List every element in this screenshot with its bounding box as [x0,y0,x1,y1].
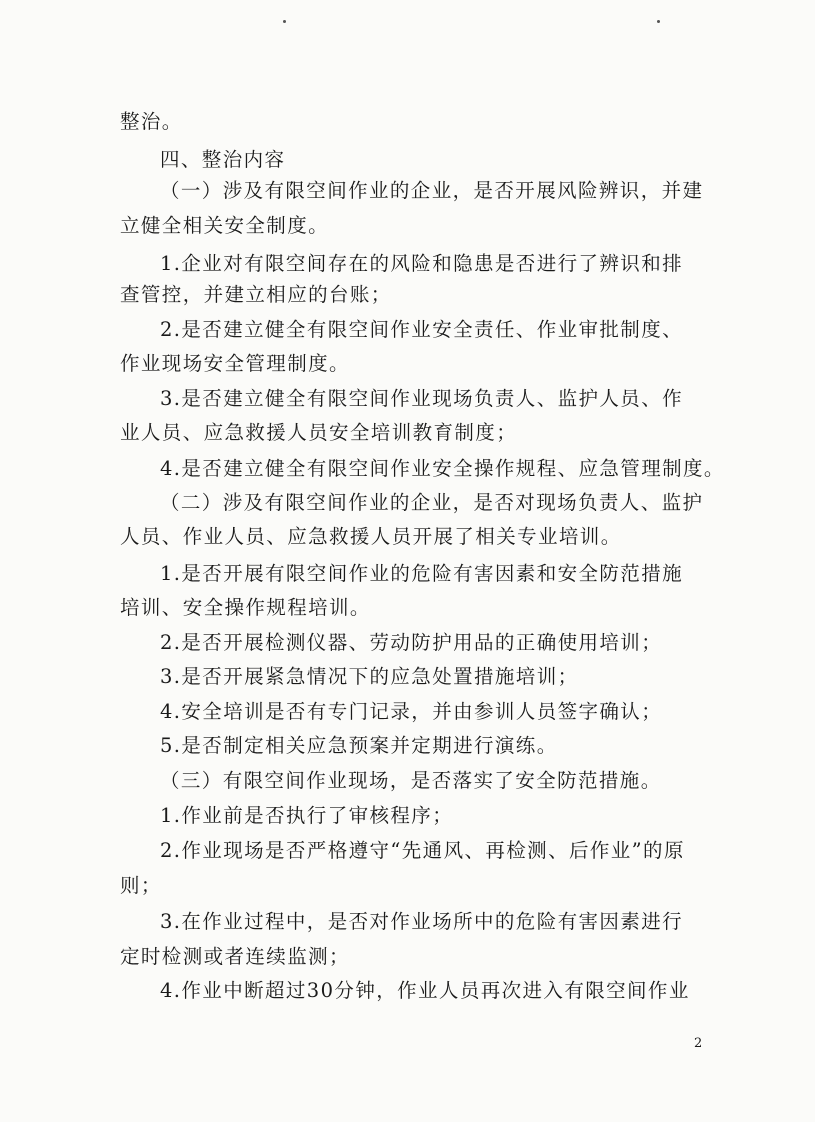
body-line: 查管控，并建立相应的台账； [120,283,392,306]
body-line: 则； [120,874,162,897]
list-item: 3.是否开展紧急情况下的应急处置措施培训； [160,665,579,688]
list-item: 4.作业中断超过30分钟，作业人员再次进入有限空间作业 [160,979,690,1002]
list-item: 2.是否开展检测仪器、劳动防护用品的正确使用培训； [160,631,663,654]
list-item: 2.是否建立健全有限空间作业安全责任、作业审批制度、 [160,318,684,341]
section-heading: 四、整治内容 [160,148,286,171]
list-item: 1.企业对有限空间存在的风险和隐患是否进行了辨识和排 [160,252,684,275]
body-line: 整治。 [120,110,183,133]
body-line: 业人员、应急救援人员安全培训教育制度； [120,421,518,444]
list-item: 1.作业前是否执行了审核程序； [160,804,454,827]
list-item: 4.安全培训是否有专门记录，并由参训人员签字确认； [160,700,663,723]
list-item: 4.是否建立健全有限空间作业安全操作规程、应急管理制度。 [160,457,725,480]
list-item: 3.是否建立健全有限空间作业现场负责人、监护人员、作 [160,387,684,410]
list-item: 2.作业现场是否严格遵守“先通风、再检测、后作业”的原 [160,839,685,862]
body-line: 作业现场安全管理制度。 [120,352,350,375]
subsection-heading: （三）有限空间作业现场，是否落实了安全防范措施。 [160,769,662,792]
list-item: 3.在作业过程中，是否对作业场所中的危险有害因素进行 [160,910,684,933]
body-line: 定时检测或者连续监测； [120,945,350,968]
list-item: 1.是否开展有限空间作业的危险有害因素和安全防范措施 [160,562,684,585]
body-line: 培训、安全操作规程培训。 [120,596,371,619]
page-number: 2 [694,1036,703,1051]
body-line: 人员、作业人员、应急救援人员开展了相关专业培训。 [120,525,622,548]
subsection-heading: （一）涉及有限空间作业的企业，是否开展风险辨识，并建 [160,179,704,202]
body-line: 立健全相关安全制度。 [120,214,330,237]
subsection-heading: （二）涉及有限空间作业的企业，是否对现场负责人、监护 [160,491,704,514]
scan-speck [283,20,286,23]
list-item: 5.是否制定相关应急预案并定期进行演练。 [160,734,558,757]
scan-speck [657,20,660,23]
